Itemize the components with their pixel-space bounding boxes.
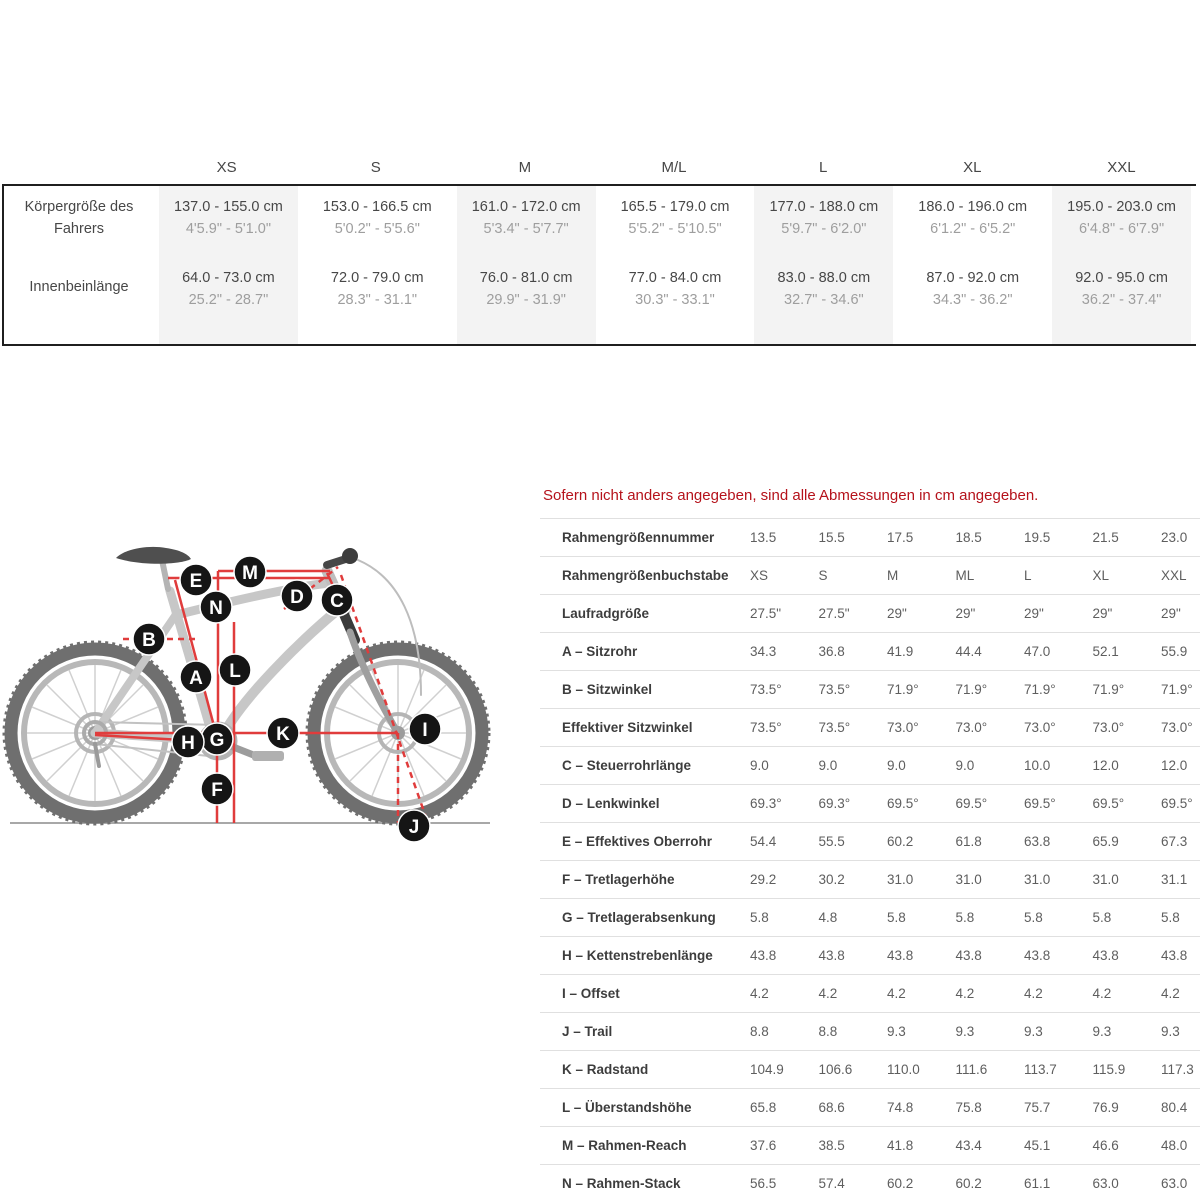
geometry-value: 60.2 xyxy=(955,1175,982,1191)
size-value-imperial: 6'4.8" - 6'7.9" xyxy=(1078,221,1165,237)
geometry-value: 74.8 xyxy=(887,1100,914,1115)
geometry-row-label: E – Effektives Oberrohr xyxy=(562,834,713,849)
bike-geometry-diagram xyxy=(0,500,540,900)
geometry-value: 36.8 xyxy=(818,644,845,659)
geometry-value: 9.3 xyxy=(955,1024,975,1039)
size-column-header-l: L xyxy=(818,158,828,176)
geometry-value: S xyxy=(818,568,828,583)
geometry-row-label: Effektiver Sitzwinkel xyxy=(562,720,693,735)
marker-letter-m: M xyxy=(242,563,258,584)
geometry-row-rahmengr-enbuchstabe xyxy=(540,556,1200,594)
geometry-value: ML xyxy=(955,568,975,583)
geometry-row-j-trail xyxy=(540,1012,1200,1050)
size-cell-l-row1 xyxy=(749,266,898,344)
geometry-value: 73.5° xyxy=(818,682,851,697)
geometry-value: 23.0 xyxy=(1161,530,1188,545)
geometry-marker-n xyxy=(200,591,232,623)
geometry-value: 9.3 xyxy=(887,1024,906,1039)
geometry-value: 63.8 xyxy=(1024,834,1051,849)
geometry-marker-m xyxy=(234,556,266,588)
geometry-value: 67.3 xyxy=(1161,834,1188,849)
marker-letter-j: J xyxy=(408,817,420,838)
geometry-row-e-effektives-oberrohr xyxy=(540,822,1200,860)
geometry-value: 104.9 xyxy=(750,1062,784,1077)
size-value-cm: 177.0 - 188.0 cm xyxy=(769,199,879,215)
geometry-row-label: D – Lenkwinkel xyxy=(562,796,660,811)
size-cell-m-row0 xyxy=(452,186,601,266)
geometry-value: 80.4 xyxy=(1161,1100,1188,1115)
geometry-marker-e xyxy=(180,564,212,596)
geometry-value: 4.2 xyxy=(955,986,975,1001)
geometry-value: 4.2 xyxy=(818,986,838,1001)
marker-letter-h: H xyxy=(181,733,195,754)
size-value-cm: 161.0 - 172.0 cm xyxy=(471,199,581,215)
geometry-value: 29" xyxy=(955,606,976,621)
geometry-row-label: I – Offset xyxy=(562,986,620,1001)
size-value-imperial: 5'3.4" - 5'7.7" xyxy=(483,221,569,237)
size-table-body xyxy=(2,184,1196,346)
geometry-value: 69.5° xyxy=(887,796,919,811)
geometry-row-label: N – Rahmen-Stack xyxy=(562,1175,681,1191)
geometry-value: 71.9° xyxy=(1024,682,1056,697)
geometry-value: 48.0 xyxy=(1161,1138,1188,1153)
geometry-value: 4.2 xyxy=(1024,986,1043,1001)
geometry-value: M xyxy=(887,568,899,583)
geometry-row-label: G – Tretlagerabsenkung xyxy=(562,910,716,925)
size-value-cm: 92.0 - 95.0 cm xyxy=(1075,270,1168,286)
geometry-value: 8.8 xyxy=(750,1024,769,1039)
geometry-value: 69.5° xyxy=(955,796,988,811)
size-value-cm: 137.0 - 155.0 cm xyxy=(174,199,283,215)
size-row-label-k-rpergr-e-des-fahrers: Körpergröße des Fahrers xyxy=(24,199,134,237)
geometry-row-f-tretlagerh-he xyxy=(540,860,1200,898)
geometry-value: 71.9° xyxy=(1161,682,1193,697)
geometry-value: 69.5° xyxy=(1161,796,1193,811)
size-value-imperial: 5'0.2" - 5'5.6" xyxy=(334,221,420,237)
marker-letter-i: I xyxy=(422,720,428,741)
geometry-row-m-rahmen-reach xyxy=(540,1126,1200,1164)
size-table-header-row xyxy=(2,150,1196,184)
geometry-value: 29" xyxy=(1092,606,1113,621)
geometry-value: 69.3° xyxy=(818,796,851,811)
geometry-value: 43.8 xyxy=(955,948,982,963)
geometry-value: 4.2 xyxy=(1092,986,1112,1001)
geometry-value: 5.8 xyxy=(955,910,975,925)
size-value-imperial: 29.9" - 31.9" xyxy=(486,292,566,308)
geometry-value: 5.8 xyxy=(887,910,906,925)
size-row-label-innenbeinl-nge: Innenbeinlänge xyxy=(29,279,129,295)
marker-letter-c: C xyxy=(330,591,344,612)
geometry-value: 61.1 xyxy=(1024,1175,1051,1191)
geometry-value: 73.5° xyxy=(818,720,851,735)
geometry-value: 29" xyxy=(1024,606,1044,621)
handlebar-grip xyxy=(342,548,358,564)
size-value-imperial: 28.3" - 31.1" xyxy=(337,292,418,308)
geometry-value: 113.7 xyxy=(1024,1062,1057,1077)
geometry-marker-d xyxy=(281,580,313,612)
geometry-marker-l xyxy=(219,654,251,686)
geometry-marker-h xyxy=(172,726,204,758)
geometry-value: 31.0 xyxy=(1092,872,1119,887)
geometry-row-label: B – Sitzwinkel xyxy=(562,682,653,697)
geometry-value: 43.8 xyxy=(1161,948,1188,963)
geometry-row-label: F – Tretlagerhöhe xyxy=(562,872,675,887)
geometry-row-label: H – Kettenstrebenlänge xyxy=(562,948,713,963)
geometry-row-g-tretlagerabsenkung xyxy=(540,898,1200,936)
geometry-value: 43.8 xyxy=(1092,948,1119,963)
geometry-value: 69.5° xyxy=(1092,796,1125,811)
marker-letter-f: F xyxy=(211,780,223,801)
marker-letter-e: E xyxy=(189,571,203,592)
geometry-row-c-steuerrohrl-nge xyxy=(540,746,1200,784)
geometry-value: 75.8 xyxy=(955,1100,982,1115)
geometry-row-effektiver-sitzwinkel xyxy=(540,708,1200,746)
marker-letter-n: N xyxy=(209,598,223,619)
geometry-value: 60.2 xyxy=(887,834,914,849)
geometry-value: XXL xyxy=(1161,568,1187,583)
size-value-cm: 77.0 - 84.0 cm xyxy=(628,270,722,286)
geometry-value: 9.0 xyxy=(750,758,769,773)
geometry-value: 10.0 xyxy=(1024,758,1051,773)
geometry-value: 73.0° xyxy=(955,720,988,735)
geometry-value: 75.7 xyxy=(1024,1100,1051,1115)
geometry-table xyxy=(540,518,1200,1200)
geometry-value: 71.9° xyxy=(887,682,919,697)
geometry-value: 9.3 xyxy=(1024,1024,1043,1039)
geometry-value: 31.0 xyxy=(1024,872,1051,887)
geometry-marker-c xyxy=(321,584,353,616)
geometry-value: 63.0 xyxy=(1092,1175,1119,1191)
size-cell-xl-row0 xyxy=(898,186,1047,266)
geometry-row-laufradgr-e xyxy=(540,594,1200,632)
size-column-header-m-l: M/L xyxy=(661,158,687,176)
geometry-value: 43.8 xyxy=(1024,948,1051,963)
geometry-value: 44.4 xyxy=(955,644,982,659)
geometry-value: 106.6 xyxy=(818,1062,853,1077)
geometry-value: 29.2 xyxy=(750,872,777,887)
geometry-value: 43.8 xyxy=(750,948,777,963)
size-cell-m-row1 xyxy=(452,266,601,344)
size-value-imperial: 30.3" - 33.1" xyxy=(635,292,715,308)
size-value-cm: 64.0 - 73.0 cm xyxy=(182,270,275,286)
geometry-marker-j xyxy=(398,810,430,842)
geometry-value: 73.0° xyxy=(1092,720,1125,735)
geometry-row-label: J – Trail xyxy=(562,1024,613,1039)
size-value-imperial: 34.3" - 36.2" xyxy=(932,292,1013,308)
geometry-row-label: Rahmengrößennummer xyxy=(562,530,715,545)
size-cell-s-row1 xyxy=(303,266,452,344)
size-value-imperial: 4'5.9" - 5'1.0" xyxy=(185,221,271,237)
size-cell-xxl-row0 xyxy=(1047,186,1196,266)
measurements-note: Sofern nicht anders angegeben, sind alle Abmessungen in cm angegeben. xyxy=(543,487,1039,504)
geometry-marker-f xyxy=(201,773,233,805)
geometry-value: 41.8 xyxy=(887,1138,914,1153)
geometry-value: 54.4 xyxy=(750,834,777,849)
geometry-row-l-berstandsh-he xyxy=(540,1088,1200,1126)
size-value-cm: 165.5 - 179.0 cm xyxy=(620,199,730,215)
geometry-value: 12.0 xyxy=(1092,758,1119,773)
geometry-marker-b xyxy=(133,623,165,655)
geometry-value: 37.6 xyxy=(750,1138,777,1153)
geometry-value: 17.5 xyxy=(887,530,914,545)
size-cell-s-row0 xyxy=(303,186,452,266)
size-column-header-xs: XS xyxy=(216,158,237,176)
marker-letter-l: L xyxy=(229,661,241,682)
marker-letter-a: A xyxy=(189,668,203,689)
geometry-row-label: Laufradgröße xyxy=(562,606,650,621)
geometry-value: 21.5 xyxy=(1092,530,1119,545)
size-column-header-xl: XL xyxy=(963,158,982,176)
size-value-cm: 87.0 - 92.0 cm xyxy=(926,270,1020,286)
geometry-value: 5.8 xyxy=(750,910,769,925)
size-value-imperial: 36.2" - 37.4" xyxy=(1081,292,1162,308)
geometry-value: 4.2 xyxy=(1161,986,1180,1001)
geometry-row-b-sitzwinkel xyxy=(540,670,1200,708)
size-value-imperial: 5'9.7" - 6'2.0" xyxy=(781,221,867,237)
geometry-value: 9.0 xyxy=(955,758,975,773)
geometry-value: 68.6 xyxy=(818,1100,845,1115)
geometry-value: 9.3 xyxy=(1161,1024,1180,1039)
marker-letter-b: B xyxy=(142,630,156,651)
geometry-value: 111.6 xyxy=(955,1062,988,1077)
geometry-value: 5.8 xyxy=(1161,910,1180,925)
size-value-cm: 153.0 - 166.5 cm xyxy=(322,199,432,215)
geometry-marker-k xyxy=(267,717,299,749)
geometry-value: XL xyxy=(1092,568,1110,583)
geometry-row-label: M – Rahmen-Reach xyxy=(562,1138,687,1153)
geometry-value: 34.3 xyxy=(750,644,777,659)
geometry-value: 117.3 xyxy=(1161,1062,1194,1077)
geometry-value: 55.9 xyxy=(1161,644,1188,659)
geometry-marker-a xyxy=(180,661,212,693)
rider-size-table xyxy=(2,150,1196,346)
geometry-value: 69.5° xyxy=(1024,796,1056,811)
geometry-value: 69.3° xyxy=(750,796,782,811)
geometry-value: 63.0 xyxy=(1161,1175,1188,1191)
size-value-cm: 83.0 - 88.0 cm xyxy=(777,270,871,286)
geometry-value: 73.5° xyxy=(750,682,782,697)
size-column-header-xxl: XXL xyxy=(1107,158,1136,176)
size-value-cm: 72.0 - 79.0 cm xyxy=(330,270,424,286)
geometry-row-label: Rahmengrößenbuchstabe xyxy=(562,568,729,583)
geometry-value: 31.1 xyxy=(1161,872,1188,887)
size-value-cm: 186.0 - 196.0 cm xyxy=(918,199,1028,215)
geometry-row-n-rahmen-stack xyxy=(540,1164,1200,1200)
size-value-cm: 195.0 - 203.0 cm xyxy=(1067,199,1176,215)
geometry-value: 8.8 xyxy=(818,1024,838,1039)
geometry-value: 76.9 xyxy=(1092,1100,1119,1115)
geometry-marker-i xyxy=(409,713,441,745)
geometry-value: 71.9° xyxy=(1092,682,1125,697)
geometry-value: 45.1 xyxy=(1024,1138,1051,1153)
geometry-value: 15.5 xyxy=(818,530,845,545)
geometry-value: 30.2 xyxy=(818,872,845,887)
size-cell-m-l-row1 xyxy=(601,266,750,344)
geometry-value: 73.5° xyxy=(750,720,782,735)
size-value-imperial: 25.2" - 28.7" xyxy=(188,292,269,308)
geometry-value: 43.8 xyxy=(818,948,845,963)
size-cell-xl-row1 xyxy=(898,266,1047,344)
geometry-row-d-lenkwinkel xyxy=(540,784,1200,822)
size-value-imperial: 5'5.2" - 5'10.5" xyxy=(628,221,722,237)
geometry-value: 73.0° xyxy=(1024,720,1056,735)
geometry-value: 57.4 xyxy=(818,1175,845,1191)
geometry-row-i-offset xyxy=(540,974,1200,1012)
geometry-value: 52.1 xyxy=(1092,644,1119,659)
geometry-value: 41.9 xyxy=(887,644,914,659)
geometry-value: 19.5 xyxy=(1024,530,1051,545)
geometry-value: 47.0 xyxy=(1024,644,1051,659)
geometry-value: 73.0° xyxy=(887,720,919,735)
geometry-row-k-radstand xyxy=(540,1050,1200,1088)
geometry-row-label: C – Steuerrohrlänge xyxy=(562,758,692,773)
geometry-value: 13.5 xyxy=(750,530,777,545)
size-value-imperial: 6'1.2" - 6'5.2" xyxy=(930,221,1016,237)
geometry-value: 115.9 xyxy=(1092,1062,1126,1077)
size-column-header-s: S xyxy=(370,158,381,176)
geometry-value: 60.2 xyxy=(887,1175,914,1191)
geometry-row-label: A – Sitzrohr xyxy=(562,644,638,659)
geometry-row-rahmengr-ennummer xyxy=(540,518,1200,556)
geometry-value: 5.8 xyxy=(1092,910,1112,925)
geometry-value: 4.8 xyxy=(818,910,838,925)
geometry-value: 12.0 xyxy=(1161,758,1188,773)
geometry-value: XS xyxy=(750,568,769,583)
geometry-value: 27.5" xyxy=(818,606,850,621)
geometry-value: 4.2 xyxy=(750,986,769,1001)
geometry-value: 31.0 xyxy=(955,872,982,887)
geometry-value: 65.9 xyxy=(1092,834,1119,849)
geometry-value: 46.6 xyxy=(1092,1138,1119,1153)
geometry-value: 9.0 xyxy=(818,758,838,773)
size-value-imperial: 32.7" - 34.6" xyxy=(784,292,864,308)
geometry-value: 43.8 xyxy=(887,948,914,963)
geometry-value: 18.5 xyxy=(955,530,982,545)
geometry-value: 110.0 xyxy=(887,1062,920,1077)
size-cell-xs-row1 xyxy=(154,266,303,344)
saddle xyxy=(116,547,191,564)
geometry-row-label: L – Überstandshöhe xyxy=(562,1100,692,1115)
geometry-row-a-sitzrohr xyxy=(540,632,1200,670)
geometry-value: 29" xyxy=(887,606,907,621)
geometry-value: 29" xyxy=(1161,606,1181,621)
geometry-value: 56.5 xyxy=(750,1175,777,1191)
geometry-value: 5.8 xyxy=(1024,910,1043,925)
geometry-value: 55.5 xyxy=(818,834,845,849)
geometry-value: 73.0° xyxy=(1161,720,1193,735)
size-column-header-m: M xyxy=(518,158,532,176)
geometry-value: 4.2 xyxy=(887,986,906,1001)
size-cell-xs-row0 xyxy=(154,186,303,266)
size-cell-l-row0 xyxy=(749,186,898,266)
geometry-value: 65.8 xyxy=(750,1100,777,1115)
pedal xyxy=(252,751,284,761)
size-cell-m-l-row0 xyxy=(601,186,750,266)
size-cell-xxl-row1 xyxy=(1047,266,1196,344)
geometry-value: 61.8 xyxy=(955,834,982,849)
marker-letter-d: D xyxy=(290,587,304,608)
geometry-value: 31.0 xyxy=(887,872,914,887)
geometry-value: L xyxy=(1024,568,1032,583)
marker-letter-g: G xyxy=(209,730,225,751)
geometry-value: 27.5" xyxy=(750,606,782,621)
geometry-value: 9.3 xyxy=(1092,1024,1112,1039)
size-value-cm: 76.0 - 81.0 cm xyxy=(479,270,573,286)
geometry-value: 71.9° xyxy=(955,682,988,697)
marker-letter-k: K xyxy=(276,724,290,745)
geometry-row-h-kettenstrebenl-nge xyxy=(540,936,1200,974)
geometry-value: 43.4 xyxy=(955,1138,982,1153)
geometry-value: 9.0 xyxy=(887,758,906,773)
geometry-value: 38.5 xyxy=(818,1138,845,1153)
geometry-row-label: K – Radstand xyxy=(562,1062,649,1077)
geometry-marker-g xyxy=(201,723,233,755)
